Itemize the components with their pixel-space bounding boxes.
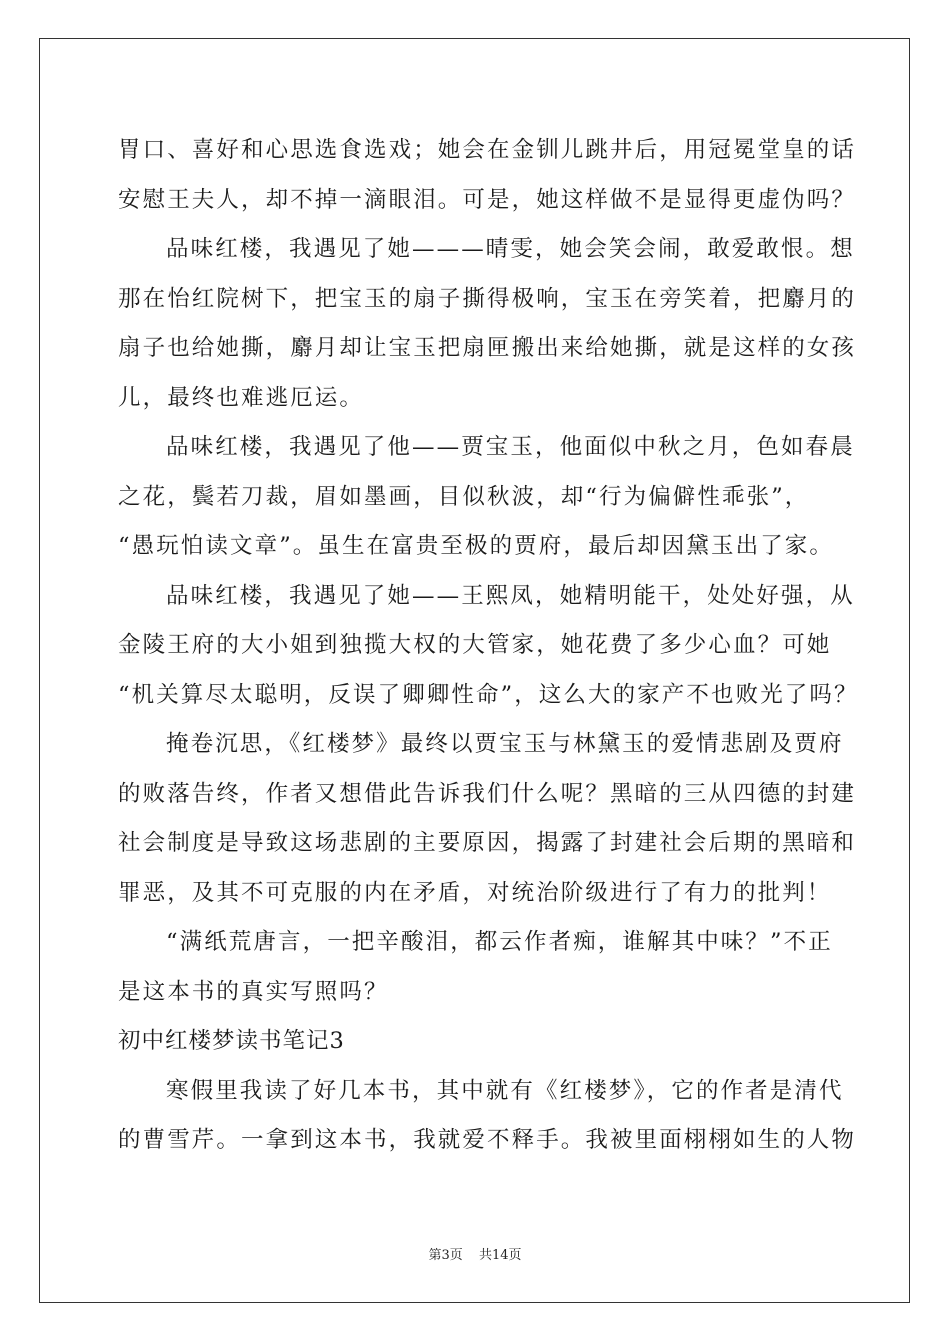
text-line: 安慰王夫人，却不掉一滴眼泪。可是，她这样做不是显得更虚伪吗？ <box>118 186 857 213</box>
text-line: 扇子也给她撕，麝月却让宝玉把扇匣搬出来给她撕，就是这样的女孩 <box>118 335 857 361</box>
text-line: 胃口、喜好和心思选食选戏；她会在金钏儿跳井后，用冠冕堂皇的话 <box>118 137 857 163</box>
text-line: “机关算尽太聪明，反误了卿卿性命”，这么大的家产不也败光了吗？ <box>118 681 859 708</box>
text-line: 之花，鬓若刀裁，眉如墨画，目似秋波，却“行为偏僻性乖张”， <box>118 483 810 510</box>
text-line: “愚玩怕读文章”。虽生在富贵至极的贾府，最后却因黛玉出了家。 <box>118 533 835 559</box>
section-heading: 初中红楼梦读书笔记3 <box>118 1028 345 1054</box>
paragraph-start: 品味红楼，我遇见了他——贾宝玉，他面似中秋之月，色如春晨 <box>166 434 855 460</box>
text-line: 社会制度是导致这场悲剧的主要原因，揭露了封建社会后期的黑暗和 <box>118 830 857 856</box>
document-body <box>118 126 859 1166</box>
text-line: 那在怡红院树下，把宝玉的扇子撕得极响，宝玉在旁笑着，把麝月的 <box>118 285 857 312</box>
paragraph-start: 品味红楼，我遇见了她———晴雯，她会笑会闹，敢爱敢恨。想 <box>166 236 855 262</box>
text-line: 金陵王府的大小姐到独揽大权的大管家，她花费了多少心血？可她 <box>118 632 832 658</box>
page-number: 第3页 <box>428 1248 463 1263</box>
page-footer <box>0 1244 950 1263</box>
text-line: 的曹雪芹。一拿到这本书，我就爱不释手。我被里面栩栩如生的人物 <box>118 1127 857 1153</box>
paragraph-start: 品味红楼，我遇见了她——王熙凤，她精明能干，处处好强，从 <box>166 582 855 609</box>
paragraph-start: 掩卷沉思，《红楼梦》最终以贾宝玉与林黛玉的爱情悲剧及贾府 <box>166 731 844 757</box>
text-line: 罪恶，及其不可克服的内在矛盾，对统治阶级进行了有力的批判！ <box>118 879 832 906</box>
paragraph-start: 寒假里我读了好几本书，其中就有《红楼梦》，它的作者是清代 <box>166 1077 844 1104</box>
text-line: 儿，最终也难逃厄运。 <box>118 384 365 411</box>
page-total: 共14页 <box>478 1248 522 1263</box>
paragraph-start: “满纸荒唐言，一把辛酸泪，都云作者痴，谁解其中味？”不正 <box>166 929 833 955</box>
text-line: 是这本书的真实写照吗？ <box>118 978 389 1005</box>
text-line: 的败落告终，作者又想借此告诉我们什么呢？黑暗的三从四德的封建 <box>118 780 857 807</box>
